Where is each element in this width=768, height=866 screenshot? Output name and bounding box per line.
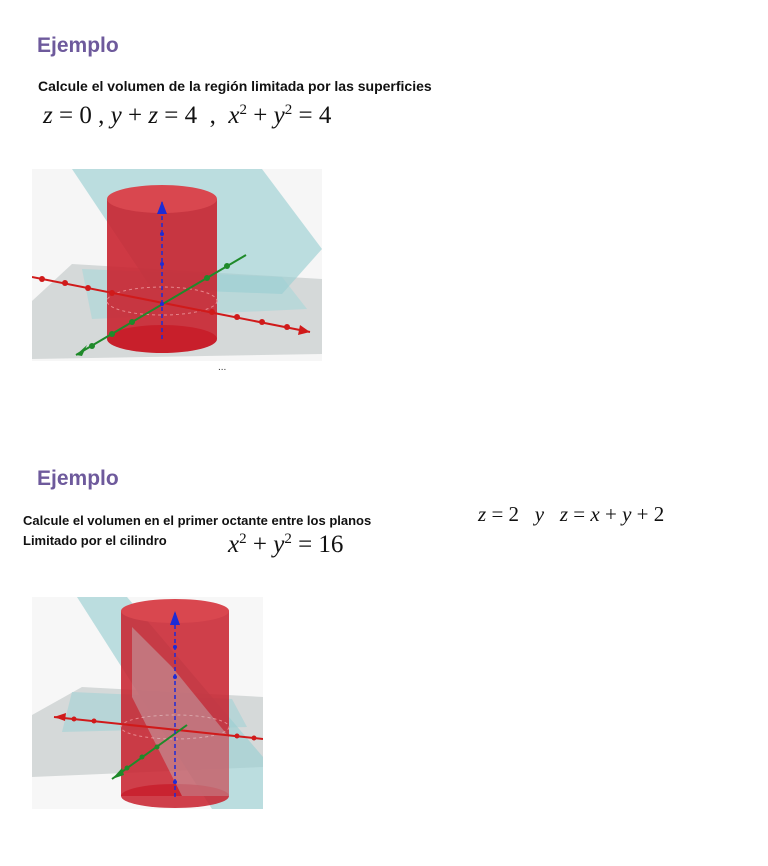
example-2-prompt-line1: Calcule el volumen en el primer octante entre los planos	[23, 513, 372, 528]
example-2-cylinder-equation: $x^2 + y^2 = 16$	[228, 531, 344, 558]
example-1-title: Ejemplo	[37, 34, 119, 57]
example-1-prompt: Calcule el volumen de la región limitada por las superficies	[38, 78, 432, 94]
figure-1-3d-plot	[32, 169, 322, 376]
figure-1-ellipsis: ...	[218, 362, 227, 373]
example-2-prompt-line2: Limitado por el cilindro	[23, 533, 167, 548]
example-2-title: Ejemplo	[37, 467, 119, 490]
example-2-planes-equations: z = 2 y z = x + y + 2	[478, 502, 665, 526]
figure-2-3d-plot	[32, 597, 263, 809]
example-1-equations: z = 0 , y + z = 4 , $x^2 + y^2 = 4$	[43, 102, 332, 129]
